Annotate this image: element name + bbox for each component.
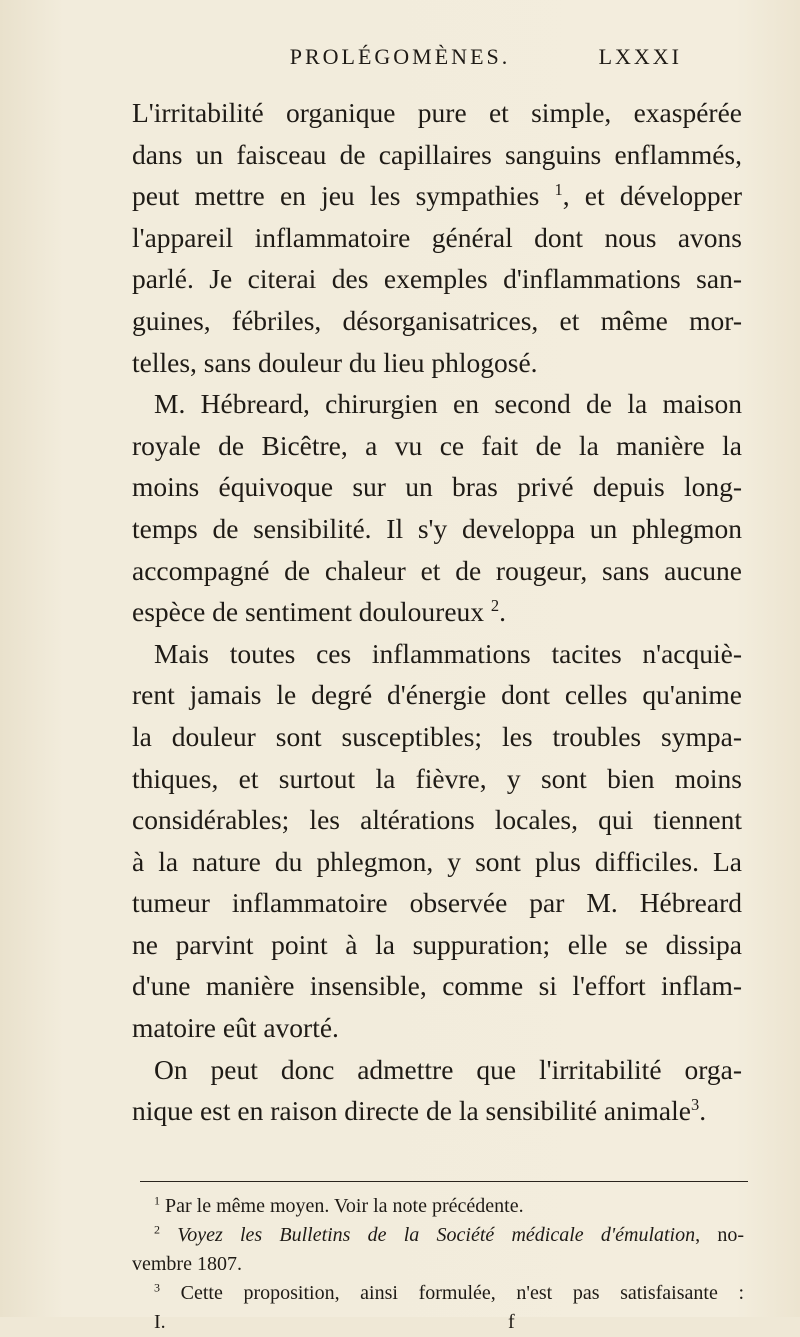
- text-line: la douleur sont susceptibles; les troubles sympa-: [132, 720, 742, 752]
- footnote-2: $^2$ Voyez les Bulletins de la Société médicale d'émulation, no-: [154, 1222, 744, 1246]
- footnote-ref: 2: [490, 595, 500, 615]
- text-line: accompagné de chaleur et de rougeur, sans aucune: [132, 554, 742, 586]
- text-line: Mais toutes ces inflammations tacites n'acquiè-: [154, 637, 742, 669]
- text-line: On peut donc admettre que l'irritabilité orga-: [154, 1053, 742, 1085]
- footnote-mark: 1: [154, 1193, 160, 1208]
- text-line: parlé. Je citerai des exemples d'inflammations san-: [132, 263, 742, 295]
- text-line: guines, fébriles, désorganisatrices, et même mor-: [132, 304, 742, 336]
- text-line: peut mettre en jeu les sympathies $^1$, et développer: [132, 180, 742, 212]
- text-line: l'appareil inflammatoire général dont nous avons: [132, 221, 742, 253]
- footnote-2-cont: vembre 1807.: [132, 1253, 242, 1275]
- signature-mark: I.: [154, 1311, 166, 1333]
- text-line: matoire eût avorté.: [132, 1012, 339, 1044]
- text-line: espèce de sentiment douloureux $^2$.: [132, 595, 507, 628]
- text-line: telles, sans douleur du lieu phlogosé.: [132, 346, 538, 378]
- footnote-ref: 3: [690, 1095, 700, 1115]
- text-line: thiques, et surtout la fièvre, y sont bien moins: [132, 762, 742, 794]
- text-line: nique est en raison directe de la sensibilité animale$^3$.: [132, 1095, 707, 1127]
- text-line: d'une manière insensible, comme si l'effort inflam-: [132, 970, 742, 1002]
- footnote-mark: 2: [154, 1222, 160, 1237]
- text-line: royale de Bicêtre, a vu ce fait de la manière la: [132, 429, 742, 461]
- footnote-ref: 1: [554, 180, 563, 200]
- footnotes: [132, 1192, 744, 1337]
- text-line: L'irritabilité organique pure et simple, exaspérée: [132, 97, 742, 128]
- main-text: [132, 92, 742, 1132]
- running-header: [0, 44, 800, 84]
- catchword: f: [508, 1311, 515, 1333]
- footnote-3: $^3$ Cette proposition, ainsi formulée, n'est pas satisfaisante :: [154, 1280, 745, 1304]
- text-line: considérables; les altérations locales, qui tiennent: [132, 804, 742, 836]
- text-line: rent jamais le degré d'énergie dont celles qu'anime: [132, 679, 742, 711]
- page-number: LXXXI: [598, 44, 682, 69]
- text-line: M. Hébreard, chirurgien en second de la maison: [154, 388, 742, 420]
- text-line: à la nature du phlegmon, y sont plus difficiles. La: [132, 845, 742, 877]
- text-line: dans un faisceau de capillaires sanguins enflammés,: [132, 138, 742, 170]
- text-line: ne parvint point à la suppuration; elle se dissipa: [132, 928, 742, 960]
- text-line: temps de sensibilité. Il s'y developpa un phlegmon: [132, 512, 742, 544]
- text-line: tumeur inflammatoire observée par M. Hébreard: [132, 887, 742, 919]
- footnote-rule: [140, 1181, 748, 1182]
- running-title: PROLÉGOMÈNES.: [289, 44, 511, 69]
- footnote-mark: 3: [154, 1280, 160, 1295]
- signature-line: [132, 1308, 744, 1337]
- footnote-1: $^1$ Par le même moyen. Voir la note précédente.: [154, 1193, 524, 1217]
- text-line: moins équivoque sur un bras privé depuis long-: [132, 471, 742, 503]
